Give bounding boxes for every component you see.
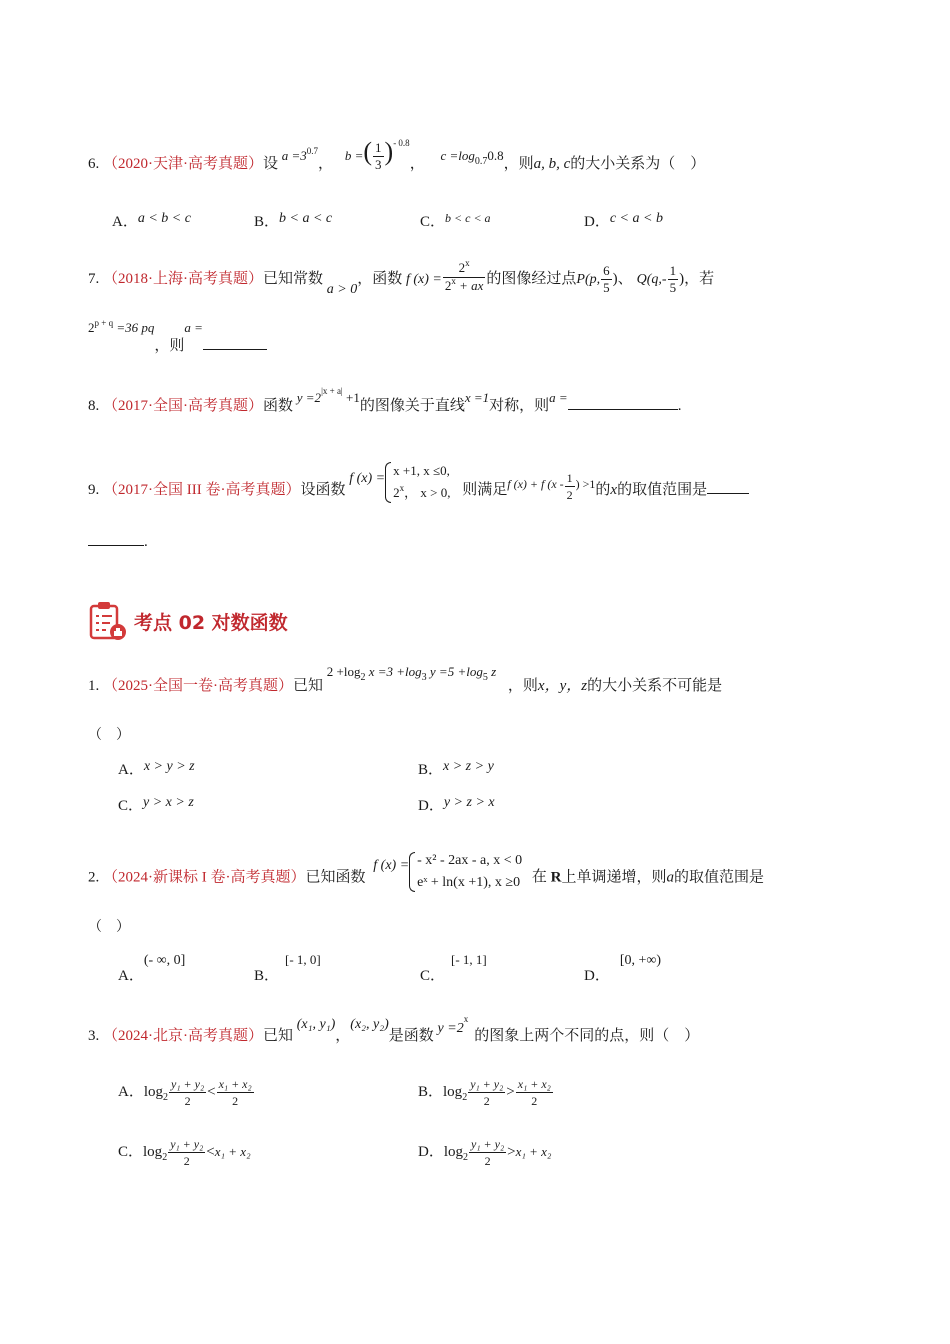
frac-num: x₁ + x₂ — [517, 1077, 551, 1091]
math-base: 2 — [444, 278, 452, 293]
answer-blank[interactable] — [88, 545, 144, 546]
math-function: f (x) = — [373, 858, 410, 874]
section-title: 考点 02 对数函数 — [134, 611, 288, 634]
math-c: c =log — [440, 147, 475, 163]
frac-den: 5 — [603, 280, 610, 295]
option-label: B． — [418, 762, 444, 778]
math-base: 2 — [393, 485, 400, 500]
option-c[interactable] — [420, 212, 491, 232]
option-label: A． — [118, 1083, 144, 1100]
math-a: a = — [184, 320, 203, 335]
question-number: 6. — [88, 155, 100, 172]
option-label: D． — [418, 798, 444, 814]
math-log: log — [143, 1143, 163, 1160]
question-6: 6. （2020·天津·高考真题）设 $a =3^{0.7}$， b =( $\frac{1}{3}$ )$^{- 0.8}$， $c =\log^{0.7}0.8$，则a, b, c的大小关系为（ ） — [88, 136, 706, 172]
piece-2: eˣ + ln(x +1), x ≥0 — [417, 875, 521, 890]
question-number: 7. — [88, 270, 100, 287]
question-text: 设 — [263, 155, 279, 172]
math-point-q: Q(q,- — [636, 271, 667, 287]
frac-num: y₁ + y₂ — [171, 1077, 205, 1091]
frac-num: y₁ + y₂ — [170, 1137, 204, 1151]
option-d[interactable] — [418, 1136, 551, 1169]
math-function: f (x) = — [349, 470, 386, 486]
option-a[interactable] — [118, 760, 195, 781]
question-source: （2020·天津·高考真题） — [103, 155, 263, 172]
option-label: B． — [254, 214, 280, 230]
answer-paren: （ ） — [88, 920, 130, 935]
option-value: x > y > z — [143, 759, 195, 774]
math-x: x — [610, 481, 618, 498]
option-label: D． — [418, 1143, 444, 1160]
question-text: 对称，则 — [489, 398, 550, 414]
question-7-line2 — [88, 318, 267, 354]
option-a[interactable] — [112, 212, 191, 233]
question-text: ，函数 — [357, 270, 403, 287]
question-source: （2018·上海·高考真题） — [103, 270, 263, 287]
question-source: （2025·全国一卷·高考真题） — [103, 678, 293, 694]
math-op: < — [207, 1083, 216, 1100]
answer-paren: （ ） — [88, 728, 130, 743]
option-label: C． — [118, 1143, 144, 1160]
math-exp: x — [399, 483, 405, 493]
math-function: y =2 — [437, 1021, 464, 1036]
option-value: x > z > y — [443, 759, 494, 774]
math-c-sub: 0.7 — [474, 155, 488, 167]
frac-den: 2 — [484, 1154, 491, 1168]
math-base: 2 — [458, 260, 466, 275]
frac-den: 2 — [483, 1094, 490, 1108]
option-value: [- 1, 1] — [451, 952, 487, 967]
question-7: 7. （2018·上海·高考真题）已知常数 a > 0，函数 f (x) = $\frac{2^x}{2^x + ax}$ 的图像经过点P(p, $\frac{6}{5}$ )、 Q(q,- $\frac{1}{5}$ )，若 — [88, 258, 715, 297]
question-source: （2017·全国·高考真题） — [103, 398, 263, 414]
math-rhs: x₁ + x₂ — [515, 1143, 552, 1159]
math-point-2: (x₂, y₂) — [350, 1017, 389, 1032]
option-b[interactable] — [418, 760, 494, 781]
math-term: + ax — [455, 278, 484, 293]
answer-blank[interactable] — [203, 349, 267, 350]
option-value: b < a < c — [279, 211, 333, 226]
math-log: log — [443, 1143, 464, 1160]
question-text: 则满足 — [462, 481, 508, 498]
frac-den: 5 — [669, 280, 677, 295]
option-value: [- 1, 0] — [285, 952, 321, 967]
question-source: （2024·北京·高考真题） — [103, 1028, 263, 1044]
option-label: A． — [118, 762, 144, 778]
frac-den: 2 — [184, 1094, 191, 1108]
question-text: 已知 — [263, 1028, 294, 1044]
question-3 — [88, 1014, 700, 1047]
frac-num: 1 — [566, 471, 573, 485]
question-source: （2017·全国 III 卷·高考真题） — [103, 481, 301, 498]
math-point-p: P(p, — [576, 271, 601, 287]
answer-blank[interactable] — [568, 409, 678, 410]
math-vars: a, b, c — [533, 155, 571, 172]
question-text: 的取值范围是 — [617, 481, 708, 498]
option-label: C． — [420, 968, 446, 984]
math-inequality: ) >1 — [575, 476, 596, 491]
math-term: x =3 +log — [365, 664, 422, 679]
option-label: B． — [418, 1083, 444, 1100]
question-text: 的 — [595, 481, 611, 498]
question-text: 在 — [531, 869, 547, 886]
math-rhs: x₁ + x₂ — [214, 1143, 251, 1159]
option-label: A． — [112, 214, 138, 230]
piecewise-function — [409, 850, 522, 894]
question-text: 的图像关于直线 — [359, 398, 465, 414]
math-b: b = — [344, 147, 364, 163]
math-sub: 2 — [360, 672, 366, 683]
period: . — [677, 398, 682, 414]
question-8 — [88, 386, 682, 417]
piece-1: x +1, x ≤0, — [393, 463, 450, 478]
question-1 — [88, 664, 723, 698]
math-exp: x — [465, 258, 470, 268]
option-value: (- ∞, 0] — [143, 953, 186, 968]
math-a: a =3 — [281, 147, 307, 163]
math-point-1: (x₁, y₁) — [296, 1017, 336, 1032]
math-base: 2 — [88, 320, 95, 335]
question-9 — [88, 463, 749, 513]
option-value: [0, +∞) — [619, 953, 662, 968]
question-text: ，则 — [503, 155, 534, 172]
option-label: C． — [420, 214, 446, 230]
math-exp: |x + a| — [321, 386, 343, 396]
piece-1: - x² - 2ax - a, x < 0 — [417, 853, 523, 868]
question-text: 的图象上两个不同的点，则（ ） — [474, 1028, 700, 1044]
option-b[interactable] — [418, 1076, 554, 1109]
math-op: > — [506, 1083, 515, 1100]
math-condition: a > 0 — [326, 281, 358, 297]
option-value: b < c < a — [445, 211, 491, 225]
math-exp: x — [463, 1014, 469, 1024]
math-line: x =1 — [464, 390, 490, 405]
question-number: 1. — [88, 678, 100, 694]
period: . — [144, 534, 148, 550]
answer-blank[interactable] — [707, 493, 749, 494]
math-sub: 5 — [482, 672, 488, 683]
option-b[interactable] — [254, 952, 321, 986]
math-op: > — [507, 1143, 516, 1160]
piecewise-function — [385, 460, 450, 505]
math-a: a = — [549, 390, 568, 405]
option-d[interactable] — [584, 953, 662, 987]
math-exp: p + q — [94, 318, 114, 328]
option-label: A． — [118, 968, 144, 984]
option-value: y > x > z — [143, 795, 194, 810]
question-text: 上单调递增，则 — [561, 869, 667, 886]
option-label: D． — [584, 968, 610, 984]
separator: 、 — [617, 270, 633, 287]
frac-den: 2 — [232, 1094, 239, 1108]
option-label: D． — [584, 214, 610, 230]
option-label: B． — [254, 968, 280, 984]
option-label: C． — [118, 798, 144, 814]
option-value: c < a < b — [609, 211, 663, 226]
math-function: y =2 — [296, 390, 322, 405]
math-term: +1 — [342, 390, 360, 405]
question-text: ，若 — [684, 270, 715, 287]
frac-den: 3 — [375, 157, 382, 172]
frac-num: 6 — [603, 263, 610, 278]
math-exp: x — [451, 276, 456, 286]
option-a[interactable] — [118, 953, 186, 987]
question-text: 的取值范围是 — [674, 869, 765, 886]
question-number: 2. — [88, 869, 100, 886]
question-source: （2024·新课标 I 卷·高考真题） — [103, 869, 306, 886]
question-number: 3. — [88, 1028, 100, 1044]
math-equation: =36 pq — [113, 320, 155, 335]
math-term: z — [487, 664, 497, 679]
option-a[interactable] — [118, 1076, 255, 1109]
math-a: a — [666, 869, 675, 886]
frac-num: y₁ + y₂ — [471, 1137, 505, 1151]
clipboard-icon — [88, 601, 128, 641]
math-inequality: f (x) + f (x - — [507, 476, 564, 491]
question-text: 是函数 — [388, 1028, 434, 1044]
frac-den: 2 — [531, 1094, 538, 1108]
question-text: 的图像经过点 — [486, 270, 577, 287]
math-term: y =5 +log — [426, 664, 483, 679]
math-log: log — [143, 1083, 164, 1100]
frac-den: 2 — [183, 1154, 190, 1168]
option-c[interactable] — [118, 1136, 251, 1169]
option-value: y > z > x — [443, 795, 495, 810]
math-c-val: 0.8 — [487, 147, 504, 163]
math-term: 2 +log — [326, 664, 361, 679]
math-vars: x，y，z — [537, 678, 588, 694]
question-text: 设函数 — [300, 481, 346, 498]
question-text: 已知常数 — [263, 270, 324, 287]
section-heading — [88, 600, 288, 642]
option-c[interactable] — [420, 952, 487, 986]
math-log: log — [443, 1083, 463, 1100]
frac-den: 2 — [566, 488, 573, 502]
frac-num: 1 — [375, 140, 382, 155]
frac-num: x₁ + x₂ — [218, 1077, 252, 1091]
option-value: a < b < c — [137, 211, 191, 226]
math-a-exp: 0.7 — [306, 145, 319, 156]
math-sub: 3 — [421, 672, 427, 683]
separator: ， — [335, 1028, 351, 1044]
frac-num: y₁ + y₂ — [470, 1077, 504, 1091]
math-equation — [326, 664, 497, 683]
question-2 — [88, 853, 765, 900]
math-function: f (x) = — [405, 271, 442, 287]
question-number: 8. — [88, 398, 100, 414]
question-text: ，则 — [507, 678, 538, 694]
math-op: < — [206, 1143, 215, 1160]
math-sub: 2 — [462, 1091, 468, 1103]
option-c[interactable] — [118, 796, 194, 817]
question-number: 9. — [88, 481, 100, 498]
question-text: ，则 — [154, 338, 185, 354]
math-b-exp: - 0.8 — [393, 137, 410, 148]
question-text: 函数 — [263, 398, 294, 414]
piece-2: ， x > 0, — [404, 485, 451, 500]
math-sub: 2 — [162, 1151, 168, 1163]
question-text: 已知函数 — [305, 869, 366, 886]
question-text: 的大小关系不可能是 — [587, 678, 723, 694]
option-d[interactable] — [584, 212, 663, 233]
option-d[interactable] — [418, 796, 495, 817]
math-r: R — [550, 869, 562, 886]
math-sub: 2 — [463, 1151, 469, 1163]
math-sub: 2 — [163, 1091, 169, 1103]
option-b[interactable] — [254, 212, 332, 233]
question-9-line2 — [88, 532, 148, 552]
frac-num: 1 — [669, 263, 677, 278]
question-text: 已知 — [293, 678, 324, 694]
question-text: 的大小关系为（ ） — [570, 155, 706, 172]
